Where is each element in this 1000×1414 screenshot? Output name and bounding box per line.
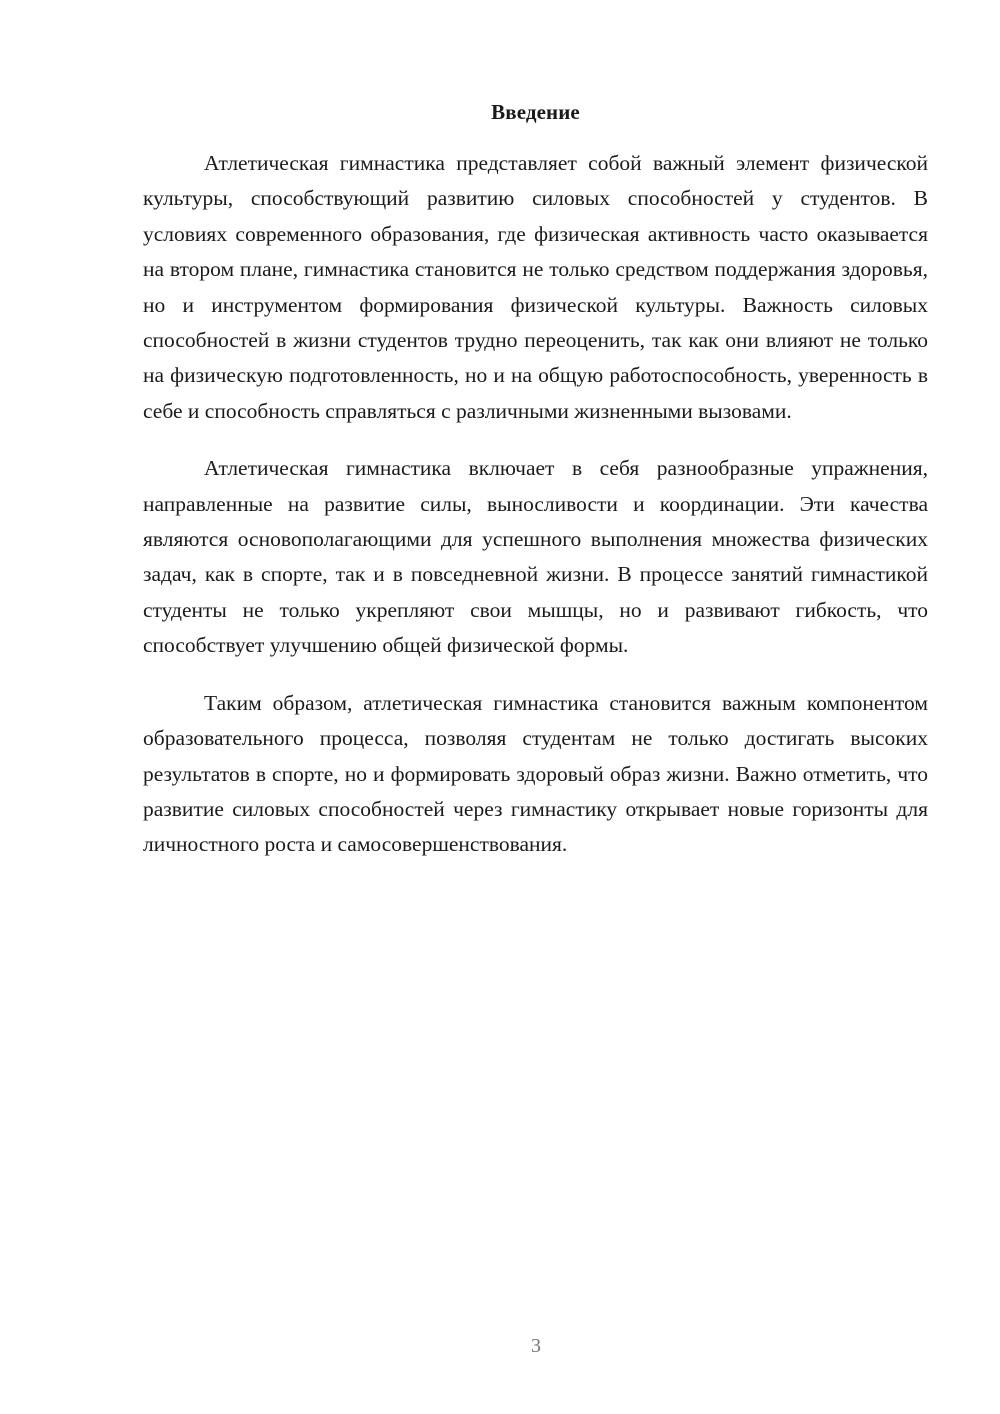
paragraph-3: Таким образом, атлетическая гимнастика становится важным компонентом образовательного процесса, позволяя студентам не только достигать высоких результатов в спорте, но и формировать здоровый образ жизни. Важно отметить, что развитие силовых способностей через гимнастику открывает новые горизонты для личностного роста и самосовершенствования. xyxy=(143,690,928,857)
section-title: Введение xyxy=(491,100,580,124)
page-number: 3 xyxy=(531,1335,541,1357)
paragraph-1: Атлетическая гимнастика представляет собой важный элемент физической культуры, способствующий развитию силовых способностей у студентов. В условиях современного образования, где физическая активность часто оказывается на втором плане, гимнастика становится не только средством поддержания здоровья, но и инструментом формирования физической культуры. Важность силовых способностей в жизни студентов трудно переоценить, так как они влияют не только на физическую подготовленность, но и на общую работоспособность, уверенность в себе и способность справляться с различными жизненными вызовами. xyxy=(143,151,928,423)
page-content xyxy=(143,98,928,885)
paragraph-2: Атлетическая гимнастика включает в себя разнообразные упражнения, направленные на развитие силы, выносливости и координации. Эти качества являются основополагающими для успешного выполнения множества физических задач, как в спорте, так и в повседневной жизни. В процессе занятий гимнастикой студенты не только укрепляют свои мышцы, но и развивают гибкость, что способствует улучшению общей физической формы. xyxy=(143,456,928,658)
